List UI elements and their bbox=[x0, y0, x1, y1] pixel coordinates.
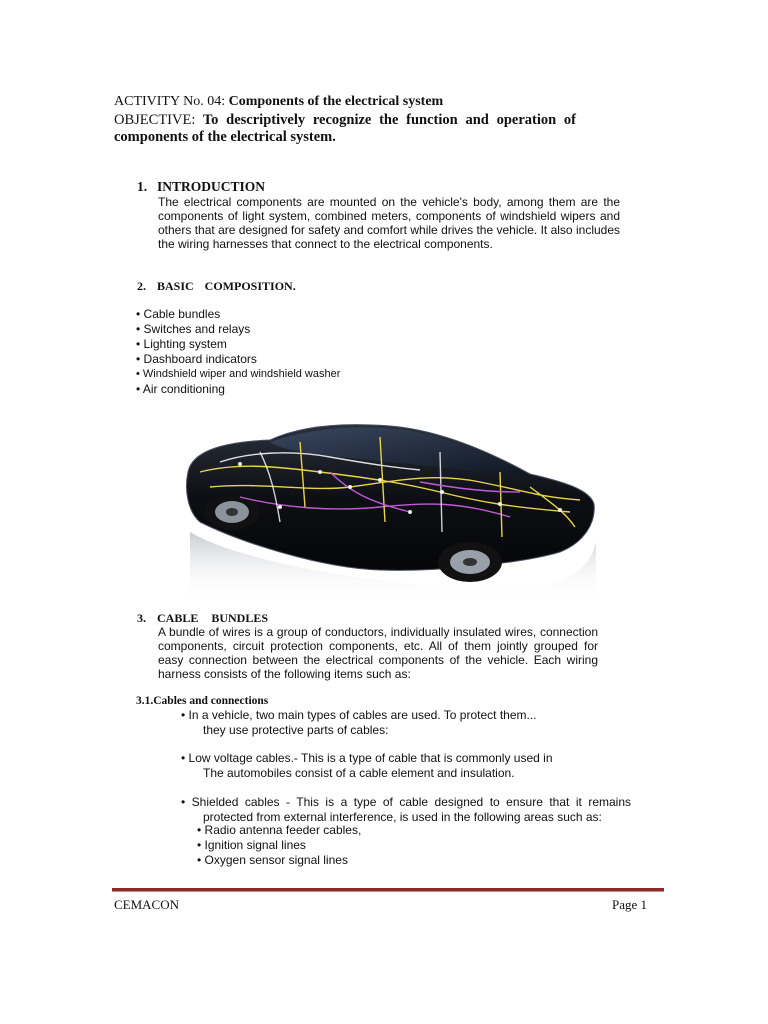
activity-label: ACTIVITY No. 04: bbox=[114, 94, 226, 109]
list-item: • Windshield wiper and windshield washer bbox=[136, 368, 341, 380]
activity-title: Components of the electrical system bbox=[225, 94, 444, 109]
cable-item-low-voltage bbox=[181, 751, 553, 780]
activity-heading bbox=[114, 94, 443, 110]
page-number: Page 1 bbox=[612, 897, 648, 912]
item-text: • Low voltage cables.- This is a type of cable that is commonly used in bbox=[181, 751, 553, 765]
objective-heading bbox=[114, 112, 576, 146]
item-text: • Shielded cables - This is a type of cable designed to ensure that it remains bbox=[181, 795, 631, 809]
section-title: BASIC COMPOSITION. bbox=[157, 279, 296, 293]
footer-divider bbox=[112, 888, 664, 892]
item-text: • In a vehicle, two main types of cables are used. To protect them... bbox=[181, 708, 537, 722]
list-item: • Oxygen sensor signal lines bbox=[197, 853, 348, 867]
shielded-areas-list bbox=[197, 823, 361, 868]
list-item: • Ignition signal lines bbox=[197, 838, 306, 852]
composition-list bbox=[136, 307, 340, 397]
item-continuation: protected from external interference, is used in the following areas such as: bbox=[203, 809, 602, 824]
list-item: • Cable bundles bbox=[136, 307, 221, 321]
objective-label: OBJECTIVE: bbox=[114, 112, 196, 128]
section-bundles-heading bbox=[137, 611, 268, 626]
list-item: • Radio antenna feeder cables, bbox=[197, 823, 362, 837]
cable-item-protection bbox=[181, 708, 537, 737]
section-basic-heading bbox=[137, 279, 296, 294]
section-intro-heading bbox=[137, 179, 265, 195]
intro-paragraph: The electrical components are mounted on the vehicle's body, among them are the components of light system, combined meters, components of windshield wipers and others that are designed for safety and comfort while drives the vehicle. It also includes the wiring harnesses that connect to the electrical components. bbox=[158, 195, 620, 251]
section-number: 2. bbox=[137, 279, 146, 293]
cable-item-shielded bbox=[181, 795, 631, 824]
objective-text: To descriptively recognize the function and operation of components of the electrical system. bbox=[114, 112, 576, 145]
car-wiring-image bbox=[180, 412, 600, 600]
section-number: 3. bbox=[137, 611, 146, 625]
section-title: CABLE BUNDLES bbox=[157, 611, 269, 625]
list-item: • Air conditioning bbox=[136, 382, 225, 396]
list-item: • Lighting system bbox=[136, 337, 227, 351]
item-continuation: they use protective parts of cables: bbox=[203, 722, 389, 737]
item-continuation: The automobiles consist of a cable element and insulation. bbox=[203, 765, 515, 780]
section-title: INTRODUCTION bbox=[157, 179, 266, 194]
section-cables-heading: 3.1.Cables and connections bbox=[136, 695, 269, 707]
car-wiring-illustration bbox=[180, 412, 600, 600]
section-number: 1. bbox=[137, 179, 148, 194]
list-item: • Dashboard indicators bbox=[136, 352, 257, 366]
footer-organization: CEMACON bbox=[114, 897, 180, 912]
list-item: • Switches and relays bbox=[136, 322, 251, 336]
bundles-paragraph: A bundle of wires is a group of conductors, individually insulated wires, connection components, circuit protection components, etc. All of them jointly grouped for easy connection between the electrical components of the vehicle. Each wiring harness consists of the following items such as: bbox=[158, 625, 598, 681]
